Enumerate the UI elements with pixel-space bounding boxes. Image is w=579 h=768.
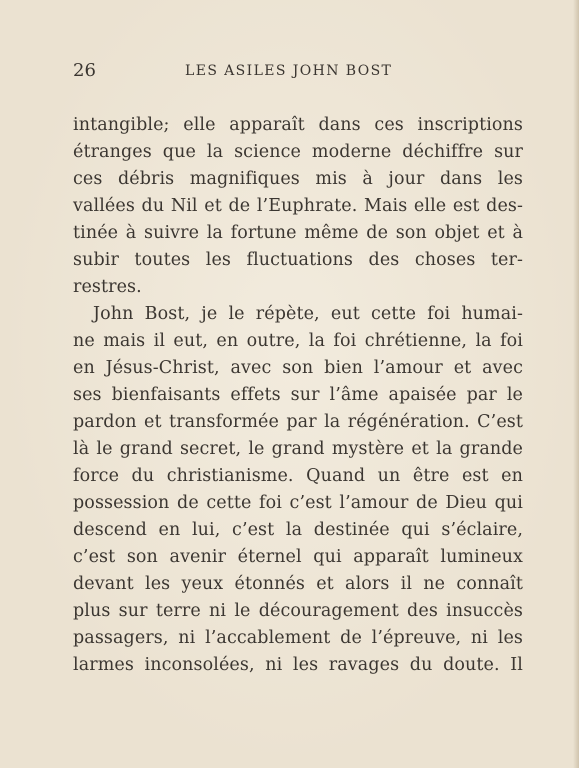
text-line: en Jésus-Christ, avec son bien l’amour et avec — [73, 358, 523, 378]
text-line: étranges que la science moderne déchiffre sur — [73, 142, 523, 162]
body-text — [73, 112, 523, 679]
text-line: plus sur terre ni le découragement des insuccès — [73, 601, 523, 621]
page-edge-shadow — [573, 0, 579, 768]
text-line: vallées du Nil et de l’Euphrate. Mais elle est des- — [73, 196, 523, 216]
text-line: passagers, ni l’accablement de l’épreuve, ni les — [73, 628, 523, 648]
text-line: descend en lui, c’est la destinée qui s’éclaire, — [73, 520, 523, 540]
text-line: larmes inconsolées, ni les ravages du doute. Il — [73, 655, 523, 675]
text-line: restres. — [73, 277, 142, 297]
text-line: possession de cette foi c’est l’amour de Dieu qui — [73, 493, 523, 513]
text-line: ces débris magnifiques mis à jour dans les — [73, 169, 523, 189]
text-line: c’est son avenir éternel qui apparaît lumineux — [73, 547, 523, 567]
text-line: pardon et transformée par la régénération. C’est — [73, 412, 523, 432]
text-line: ne mais il eut, en outre, la foi chrétienne, la foi — [73, 331, 523, 351]
text-line: subir toutes les fluctuations des choses ter- — [73, 250, 523, 270]
text-line: force du christianisme. Quand un être est en — [73, 466, 523, 486]
text-line: ses bienfaisants effets sur l’âme apaisée par le — [73, 385, 523, 405]
running-header — [73, 58, 521, 88]
text-line: tinée à suivre la fortune même de son objet et à — [73, 223, 523, 243]
text-line: devant les yeux étonnés et alors il ne connaît — [73, 574, 523, 594]
text-line: John Bost, je le répète, eut cette foi humai- — [93, 304, 523, 324]
page-number: 26 — [73, 60, 96, 81]
text-line: là le grand secret, le grand mystère et la grande — [73, 439, 523, 459]
text-line: intangible; elle apparaît dans ces inscriptions — [73, 115, 523, 135]
running-title: LES ASILES JOHN BOST — [185, 63, 393, 79]
